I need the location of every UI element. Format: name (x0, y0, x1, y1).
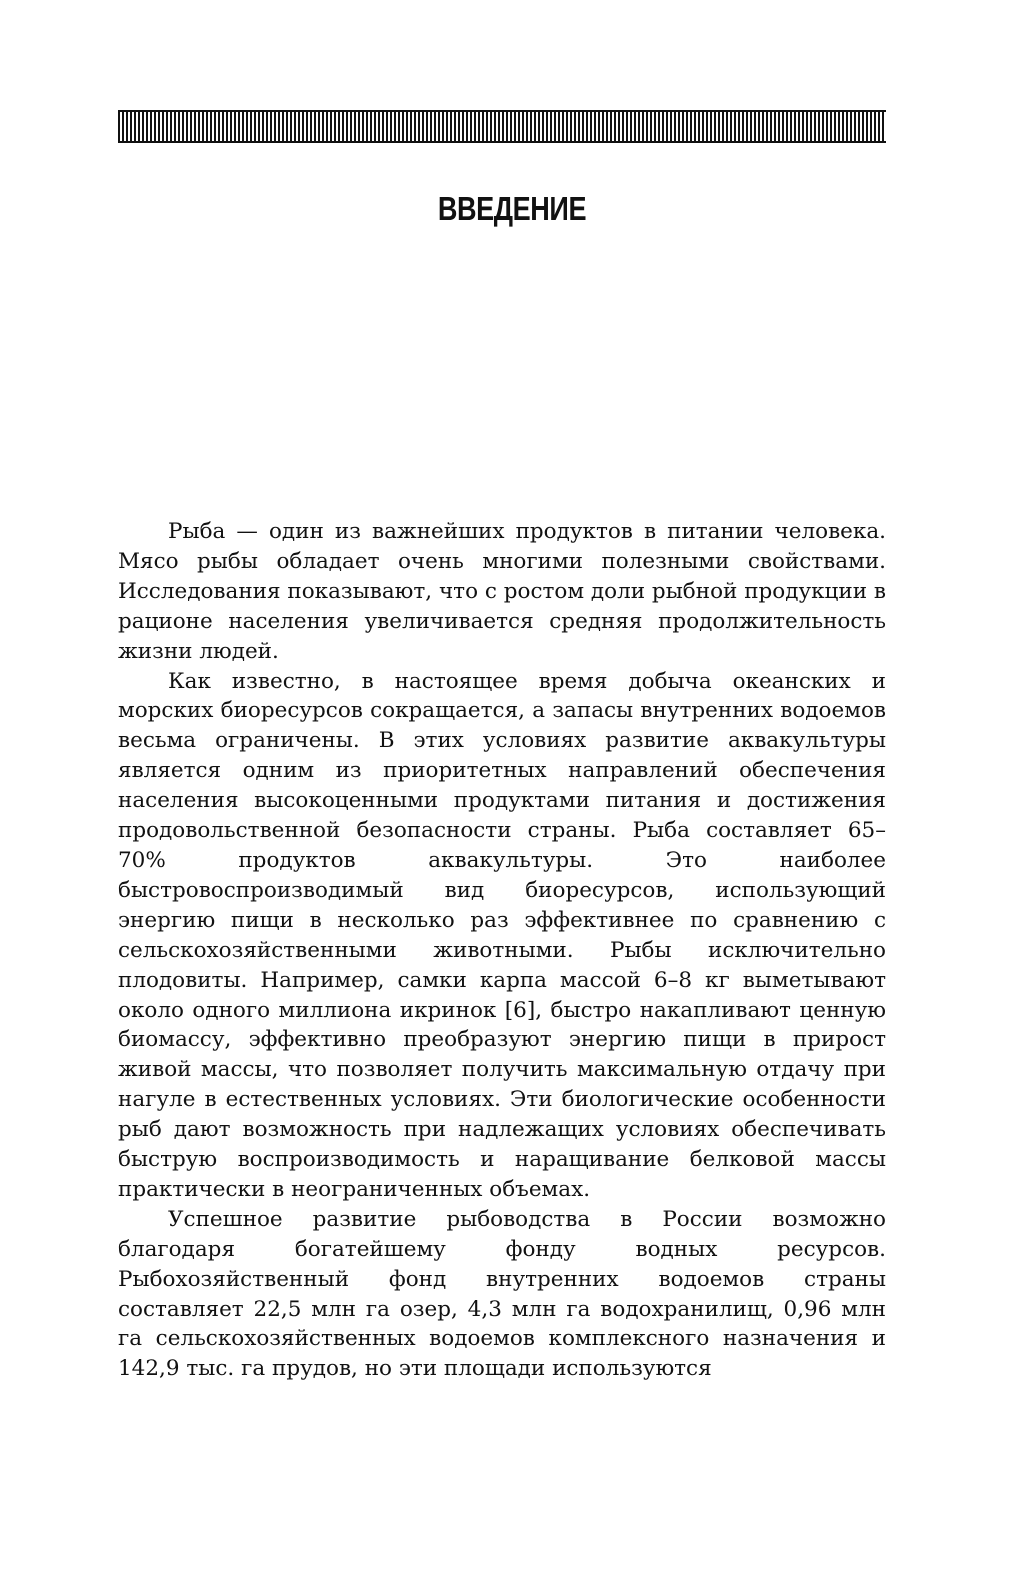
paragraph: Рыба — один из важнейших продуктов в питании человека. Мясо рыбы обладает очень многими полезными свойствами. Исследования показывают, что с ростом доли рыбной продукции в рационе населения увеличивается средняя продолжительность жизни людей. (118, 519, 886, 664)
paragraph: Как известно, в настоящее время добыча океанских и морских биоресурсов сокращается, а запасы внутренних водоемов весьма ограничены. В этих условиях развитие аквакультуры является одним из приоритетных направлений обеспечения населения высокоценными продуктами питания и достижения продовольственной безопасности страны. Рыба составляет 65–70% продуктов аквакультуры. Это наиболее быстровоспроизводимый вид биоресурсов, использующий энергию пищи в несколько раз эффективнее по сравнению с сельскохозяйственными животными. Рыбы исключительно плодовиты. Например, самки карпа массой 6–8 кг выметывают около одного миллиона икринок [6], быстро накапливают ценную биомассу, эффективно преобразуют энергию пищи в прирост живой массы, что позволяет получить максимальную отдачу при нагуле в естественных условиях. Эти биологические особенности рыб дают возможность при надлежащих условиях обеспечивать быструю воспроизводимость и наращивание белковой массы практически в неограниченных объемах. (118, 668, 886, 1202)
chapter-title: ВВЕДЕНИЕ (437, 190, 587, 227)
body-text (118, 517, 886, 1384)
paragraph: Успешное развитие рыбоводства в России возможно благодаря богатейшему фонду водных ресурсов. Рыбохозяйственный фонд внутренних водоемов страны составляет 22,5 млн га озер, 4,3 млн га водохранилищ, 0,96 млн га сельскохозяйственных водоемов комплексного назначения и 142,9 тыс. га прудов, но эти площади используются (118, 1206, 886, 1382)
decorative-header-rule (118, 110, 886, 143)
